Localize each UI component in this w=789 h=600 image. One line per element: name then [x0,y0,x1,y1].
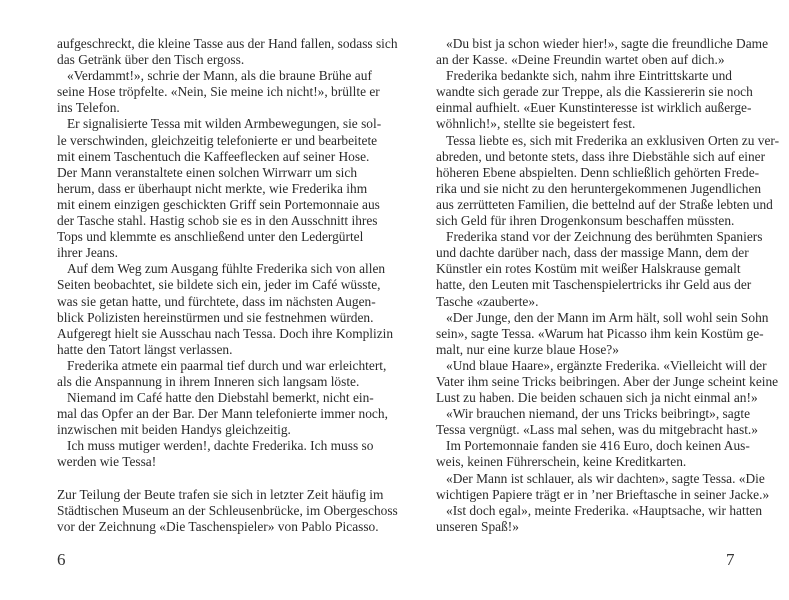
text-line: sich Geld für ihren Drogenkonsum beschaffen müssten. [436,213,735,229]
text-line: aus zerrütteten Familien, die bettelnd auf der Straße lebten und [436,196,773,212]
text-line: Der Mann veranstaltete einen solchen Wirrwarr um sich [57,164,358,180]
text-line: Zur Teilung der Beute trafen sie sich in letzter Zeit häufig im [57,486,384,502]
text-line: der Tasche stahl. Hastig schob sie es in den Ausschnitt ihres [57,213,378,229]
text-line: Frederika atmete ein paarmal tief durch und war erleichtert, [67,357,387,373]
text-line: vor der Zeichnung «Die Taschenspieler» von Pablo Picasso. [57,518,379,534]
text-line: werden wie Tessa! [57,454,157,470]
paragraph [436,68,753,132]
paragraph [436,309,769,358]
paragraph [57,438,374,470]
paragraph-break [57,471,353,487]
right-page-text [436,36,780,535]
paragraph [436,132,780,230]
paragraph [436,229,763,309]
text-line: an der Kasse. «Deine Freundin wartet oben auf dich.» [436,52,725,68]
paragraph [57,116,382,261]
text-line: Vater ihm seine Tricks beibringen. Aber der Junge scheint keine [436,373,779,389]
paragraph [57,36,398,68]
text-line: «Ist doch egal», meinte Frederika. «Hauptsache, wir hatten [446,502,763,518]
text-line: unseren Spaß!» [436,518,519,534]
text-line: «Wir brauchen niemand, der uns Tricks beibringt», sagte [446,406,751,422]
text-line: «Der Mann ist schlauer, als wir dachten», sagte Tessa. «Die [446,470,765,486]
page-number-left: 6 [57,550,66,569]
text-line: inzwischen mit beiden Handys gleichzeitig. [57,422,291,438]
text-line: einmal aufhielt. «Euer Kunstinteresse ist wirklich außerge- [436,100,752,116]
text-line: Er signalisierte Tessa mit wilden Armbewegungen, sie sol- [67,116,382,132]
paragraph [57,357,387,390]
text-line: wöhnlich!», stellte sie begeistert fest. [436,116,636,132]
text-line: mit einem einzigen geschickten Griff sein Portemonnaie aus [57,196,380,212]
paragraph [57,486,398,535]
text-line: mit einem Taschentuch die Kaffeeflecken auf seiner Hose. [57,148,370,164]
paragraph [436,36,769,68]
text-line: Tessa liebte es, sich mit Frederika an exklusiven Orten zu ver- [446,132,780,148]
text-line: «Du bist ja schon wieder hier!», sagte die freundliche Dame [446,36,769,51]
text-line: hatte den Tatort längst verlassen. [57,341,233,357]
text-line: Tops und klemmte es anschließend unter den Ledergürtel [57,229,364,245]
text-line: ins Telefon. [57,100,120,116]
text-line: Tasche «zauberte». [436,293,539,309]
text-line: wichtigen Papiere trägt er in ’ner Brieftasche in seiner Jacke.» [436,486,770,502]
paragraph [436,470,770,503]
text-line: aufgeschreckt, die kleine Tasse aus der Hand fallen, sodass sich [57,36,398,51]
text-line: «Der Junge, den der Mann im Arm hält, soll wohl sein Sohn [446,309,769,325]
text-line: und dachte darüber nach, dass der massige Mann, dem der [436,245,749,261]
text-line: höheren Ebene abspielten. Denn schließlich gehörten Frede- [436,164,760,180]
text-line: Lust zu haben. Die beiden schauen sich ja nicht einmal an!» [436,390,758,406]
page-number-right: 7 [726,550,735,569]
text-line: herum, dass er überhaupt nicht merkte, wie Frederika ihm [57,180,368,196]
text-line: ihrer Jeans. [57,245,118,261]
text-line: Tessa vergnügt. «Lass mal sehen, was du mitgebracht hast.» [436,422,758,438]
paragraph [436,438,750,470]
text-line: le verschwinden, gleichzeitig telefonierte er und bearbeitete [57,132,378,148]
text-line: seine Hose tröpfelte. «Nein, Sie meine ich nicht!», brüllte er [57,84,380,100]
text-line: was sie getan hatte, und fürchtete, dass im nächsten Augen- [57,293,376,309]
text-line: sein», sagte Tessa. «Warum hat Picasso ihm kein Kostüm ge- [436,325,764,341]
paragraph [57,261,394,358]
text-line: hatte, den Leuten mit Taschenspielertricks ihr Geld aus der [436,277,752,293]
text-line: wandte sich gerade zur Treppe, als die Kassiererin sie noch [436,84,753,100]
text-line: Auf dem Weg zum Ausgang fühlte Frederika sich von allen [67,261,386,277]
text-line: malt, nur eine kurze blaue Hose?» [436,341,619,357]
text-line: Aufgeregt hielt sie Ausschau nach Tessa. Doch ihre Komplizin [57,325,394,341]
text-line: Städtischen Museum an der Schleusenbrücke, im Obergeschoss [57,502,398,518]
text-line: Seiten beobachtet, sie bildete sich ein, jeder im Café wüsste, [57,277,381,293]
text-line: Künstler ein rotes Kostüm mit weißer Halskrause gemalt [436,261,741,277]
text-line: Frederika bedankte sich, nahm ihre Eintrittskarte und [446,68,732,84]
paragraph [436,406,758,438]
text-line: weis, keinen Führerschein, keine Kreditkarten. [436,454,687,470]
text-line: blick Polizisten hereinstürmen und sie festnehmen würden. [57,309,374,325]
text-line: Ich muss mutiger werden!, dachte Frederika. Ich muss so [67,438,374,454]
text-line: als die Anspannung in ihrem Inneren sich langsam löste. [57,373,360,389]
text-line: «Und blaue Haare», ergänzte Frederika. «Vielleicht will der [446,357,767,373]
text-line: rika und sie nicht zu den heruntergekommenen Jugendlichen [436,180,762,196]
text-line: das Getränk über den Tisch ergoss. [57,52,245,68]
text-line: «Verdammt!», schrie der Mann, als die braune Brühe auf [67,68,372,84]
paragraph [57,68,380,116]
text-line: Niemand im Café hatte den Diebstahl bemerkt, nicht ein- [67,390,374,406]
paragraph [436,357,779,406]
paragraph [436,502,763,535]
paragraph [57,390,388,438]
text-line: Frederika stand vor der Zeichnung des berühmten Spaniers [446,229,763,245]
left-page-text [57,36,398,535]
text-line: Im Portemonnaie fanden sie 416 Euro, doch keinen Aus- [446,438,750,454]
text-line: mal das Opfer an der Bar. Der Mann telefonierte immer noch, [57,406,388,422]
text-line: abreden, und betonte stets, dass ihre Diebstähle sich auf einer [436,148,766,164]
